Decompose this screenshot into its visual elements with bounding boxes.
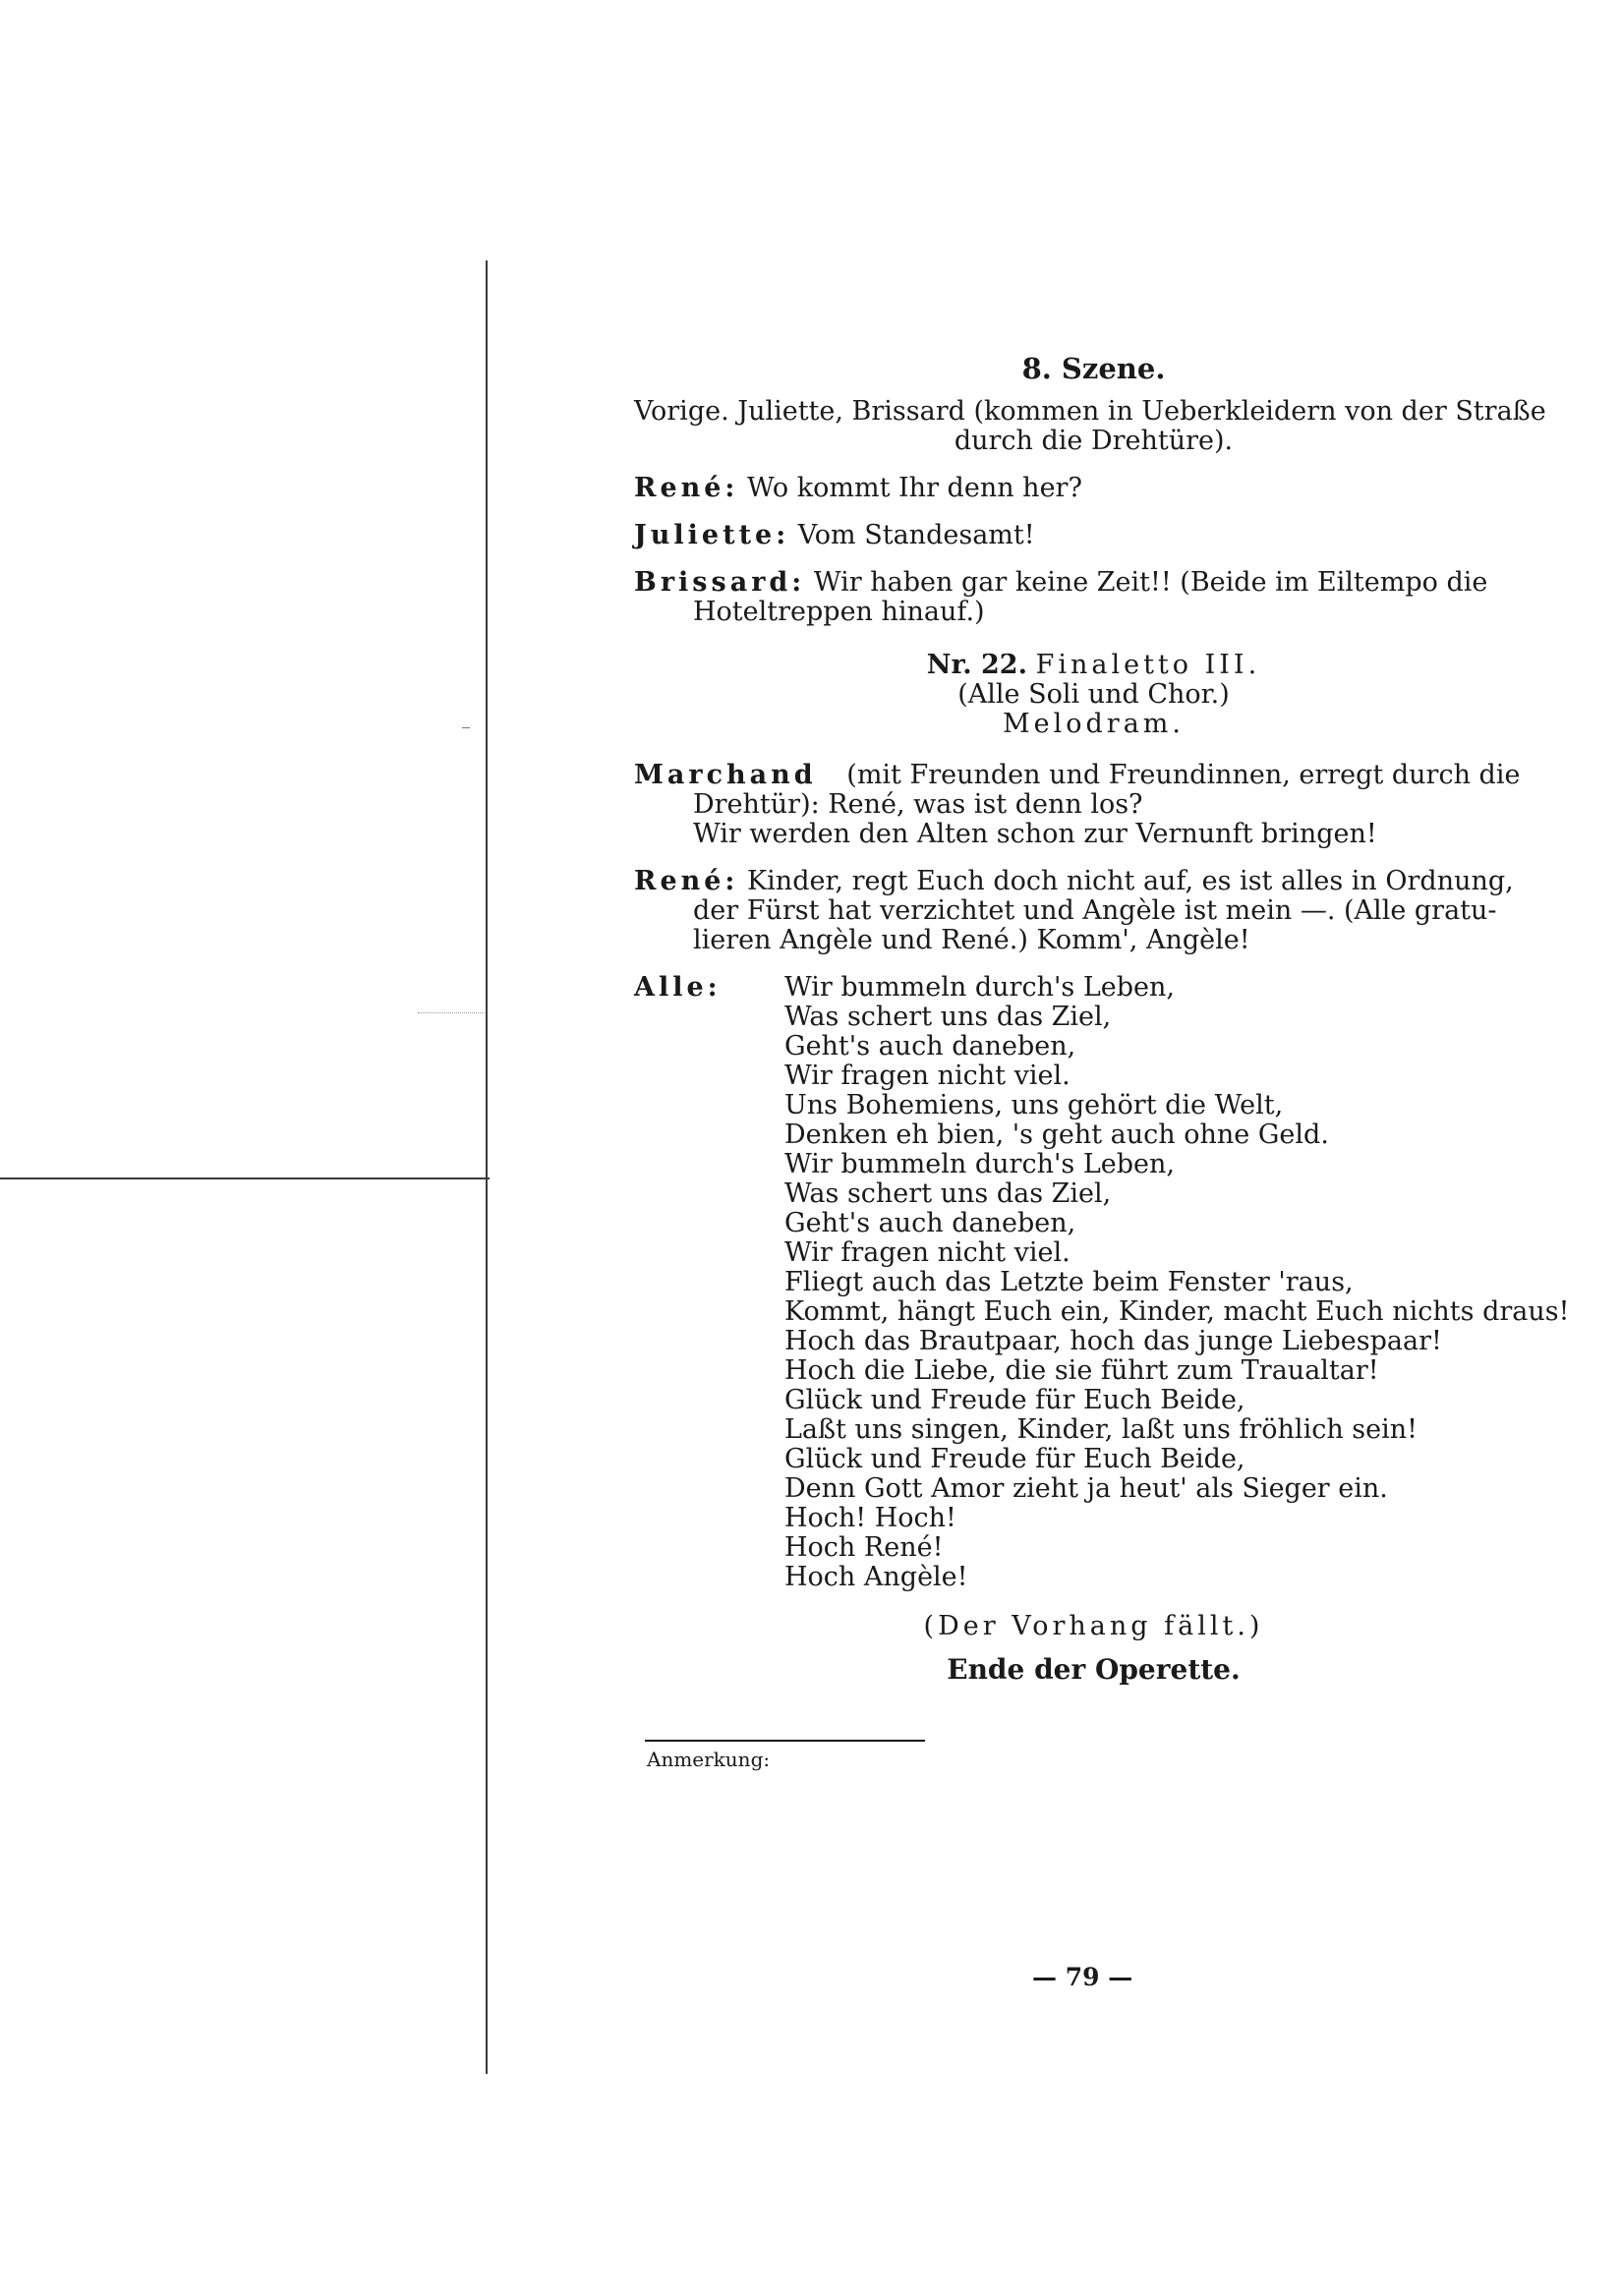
verse-line: Was schert uns das Ziel, (784, 1178, 1112, 1209)
song-verse (784, 973, 1569, 1592)
dialogue-text: (mit Freunden und Freundinnen, erregt durch die (846, 760, 1521, 790)
dialogue-brissard (634, 568, 1553, 627)
speaker-name: Alle: (634, 972, 722, 1003)
verse-line: Kommt, hängt Euch ein, Kinder, macht Euch nichts draus! (784, 1296, 1570, 1327)
dialogue-text: Wo kommt Ihr denn her? (747, 473, 1082, 503)
stage-direction-curtain: (Der Vorhang fällt.) (923, 1611, 1264, 1641)
verse-line: Geht's auch daneben, (784, 1208, 1076, 1238)
page-number: — 79 — (1032, 1963, 1133, 1991)
dialogue-marchand (634, 761, 1553, 849)
verse-line: Hoch René! (784, 1532, 944, 1563)
verse-line: Uns Bohemiens, uns gehört die Welt, (784, 1090, 1284, 1120)
verse-line: Wir fragen nicht viel. (784, 1061, 1070, 1091)
footnote-label: Anmerkung: (647, 1748, 771, 1771)
verse-line: Laßt uns singen, Kinder, laßt uns fröhlich sein! (784, 1414, 1418, 1445)
speaker-name: Juliette: (634, 520, 790, 550)
stage-direction (634, 397, 1553, 456)
verse-line: Geht's auch daneben, (784, 1031, 1076, 1062)
stage-direction-line: Vorige. Juliette, Brissard (kommen in Ueberkleidern von der Straße (634, 396, 1546, 427)
dialogue-rene (634, 474, 1553, 503)
verse-line: Hoch die Liebe, die sie führt zum Traualtar! (784, 1355, 1379, 1386)
verse-line: Wir bummeln durch's Leben, (784, 1149, 1175, 1179)
number-heading (634, 651, 1553, 739)
end-of-operetta: Ende der Operette. (947, 1653, 1241, 1686)
margin-rule-vertical (486, 260, 488, 2074)
dialogue-text: Kinder, regt Euch doch nicht auf, es ist alles in Ordnung, (747, 866, 1514, 896)
dialogue-text: der Fürst hat verzichtet und Angèle ist mein —. (Alle gratu- (693, 895, 1497, 926)
dialogue-text: Drehtür): René, was ist denn los? (693, 789, 1143, 820)
verse-line: Wir bummeln durch's Leben, (784, 972, 1175, 1003)
verse-line: Denken eh bien, 's geht auch ohne Geld. (784, 1119, 1329, 1150)
speaker-name: René: (634, 866, 739, 896)
number-type: Melodram. (1003, 709, 1185, 739)
speaker-name: Brissard: (634, 567, 806, 598)
dialogue-rene-2 (634, 867, 1553, 955)
dialogue-text: Vom Standesamt! (797, 520, 1035, 550)
dialogue-text: lieren Angèle und René.) Komm', Angèle! (693, 925, 1250, 955)
verse-line: Glück und Freude für Euch Beide, (784, 1385, 1245, 1415)
number-label: Nr. 22. (926, 650, 1027, 680)
verse-line: Wir fragen nicht viel. (784, 1237, 1070, 1268)
margin-rule-horizontal (0, 1177, 490, 1179)
stage-direction-line: durch die Drehtüre). (954, 426, 1234, 456)
dialogue-juliette (634, 521, 1553, 550)
scene-heading: 8. Szene. (1021, 352, 1166, 385)
number-title: Finaletto III. (1035, 650, 1261, 680)
dialogue-text: Wir haben gar keine Zeit!! (Beide im Eiltempo die (813, 567, 1488, 598)
page-text (634, 352, 1570, 1686)
dialogue-text: Wir werden den Alten schon zur Vernunft bringen! (693, 819, 1377, 849)
number-subtitle: (Alle Soli und Chor.) (957, 679, 1230, 710)
verse-line: Glück und Freude für Euch Beide, (784, 1444, 1245, 1474)
margin-tick-mark (462, 727, 470, 728)
speaker-name: Marchand (634, 760, 817, 790)
chorus-alle (634, 972, 1570, 1592)
verse-line: Hoch! Hoch! (784, 1503, 956, 1533)
margin-dotted-mark (418, 1012, 485, 1013)
speaker-name: René: (634, 473, 739, 503)
dialogue-text: Hoteltreppen hinauf.) (693, 597, 985, 627)
footnote-rule (645, 1740, 925, 1742)
verse-line: Denn Gott Amor zieht ja heut' als Sieger ein. (784, 1473, 1388, 1504)
verse-line: Hoch das Brautpaar, hoch das junge Liebespaar! (784, 1326, 1442, 1356)
verse-line: Hoch Angèle! (784, 1562, 968, 1592)
verse-line: Was schert uns das Ziel, (784, 1002, 1112, 1032)
verse-line: Fliegt auch das Letzte beim Fenster 'raus, (784, 1267, 1354, 1297)
